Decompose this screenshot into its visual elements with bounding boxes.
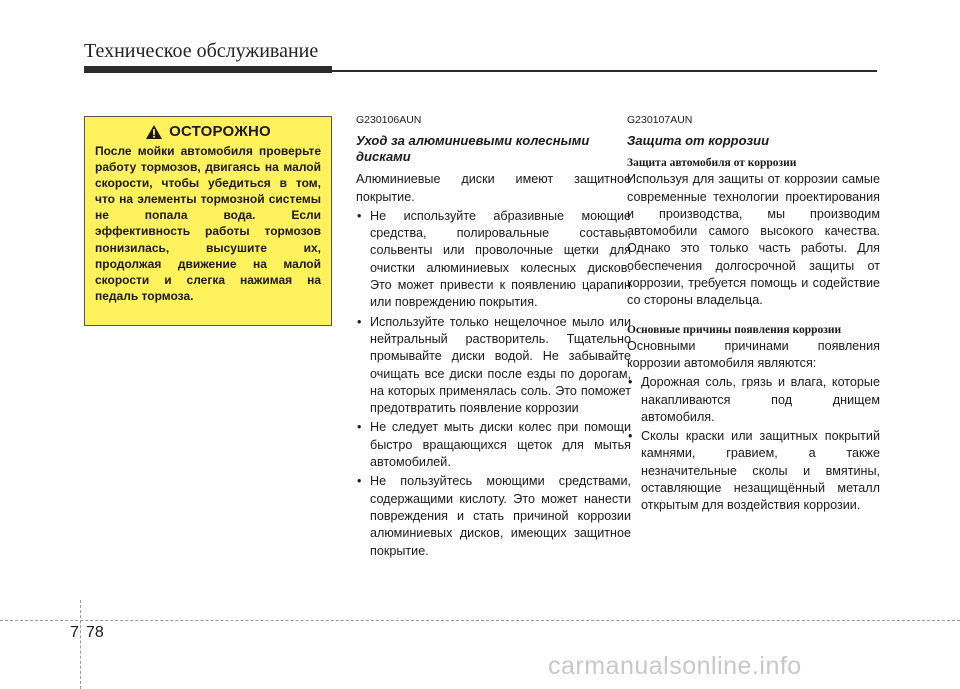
list-item: • Не следует мыть диски колес при помощи быстро вращающихся щеток для мытья автомобилей. bbox=[356, 419, 631, 471]
intro-paragraph: Алюминиевые диски имеют защитное покрытие. bbox=[356, 172, 631, 204]
subsection-heading: Основные причины появления коррозии bbox=[627, 323, 842, 336]
subsection-heading: Защита автомобиля от коррозии bbox=[627, 157, 797, 170]
footer-rule bbox=[0, 620, 960, 621]
bullet-list bbox=[356, 208, 631, 560]
list-item: • Не используйте абразивные моющие средства, полировальные составы, сольвенты или проволочные щетки для очистки алюминиевых колесных дисков. Это может привести к появлению царапин или повреждению покрытия. bbox=[356, 208, 631, 312]
list-item: • Дорожная соль, грязь и влага, которые накапливаются под днищем автомобиля. bbox=[627, 374, 880, 426]
chapter-number: 7 bbox=[70, 624, 79, 641]
header-bar-thin bbox=[332, 70, 877, 72]
section-heading: Защита от коррозии bbox=[627, 133, 770, 149]
bullet-list bbox=[627, 374, 880, 514]
paragraph: Основными причинами появления коррозии автомобиля являются: bbox=[627, 338, 880, 370]
list-item: • Не пользуйтесь моющими средствами, содержащими кислоту. Это может нанести повреждения и стать причиной коррозии алюминиевых дисков, имеющих защитное покрытие. bbox=[356, 473, 631, 559]
section-code: G230107AUN bbox=[627, 114, 693, 126]
list-item: • Используйте только нещелочное мыло или нейтральный растворитель. Тщательно промывайте диски водой. Не забывайте очищать все диски после езды по дорогам, на которых применялась соль. Это поможет предотвратить появление коррозии bbox=[356, 314, 631, 418]
warning-triangle-icon bbox=[145, 124, 163, 140]
paragraph: Используя для защиты от коррозии самые современные технологии проектирования и производства, мы производим автомобили самого высокого качества. Однако это только часть работы. Для обеспечения долгосрочной защиты от коррозии, требуется помощь и содействие со стороны владельца. bbox=[627, 172, 880, 308]
column-aluminum-wheels bbox=[356, 112, 631, 560]
warning-title: ОСТОРОЖНО bbox=[169, 123, 271, 140]
watermark-text: carmanualsonline.info bbox=[548, 652, 802, 680]
list-item: • Сколы краски или защитных покрытий камнями, гравием, а также незначительные сколы и вмятины, оставляющие незащищённый металл открытым для воздействия коррозии. bbox=[627, 428, 880, 514]
warning-header bbox=[95, 123, 321, 140]
column-corrosion bbox=[627, 112, 880, 515]
warning-text: После мойки автомобиля проверьте работу тормозов, двигаясь на малой скорости, чтобы убедиться в том, что на элементы тормозной системы не попала вода. Если эффективность работы тормозов понизилась, высушите их, продолжая движение на малой скорости и слегка нажимая на педаль тормоза. bbox=[95, 144, 321, 303]
footer-divider bbox=[80, 600, 81, 689]
section-code: G230106AUN bbox=[356, 114, 422, 126]
section-heading: Уход за алюминиевыми колесными дисками bbox=[356, 133, 590, 165]
page-number: 78 bbox=[86, 624, 104, 641]
header-bar-thick bbox=[84, 66, 332, 73]
warning-box bbox=[84, 116, 332, 326]
page-header-title: Техническое обслуживание bbox=[84, 40, 319, 62]
